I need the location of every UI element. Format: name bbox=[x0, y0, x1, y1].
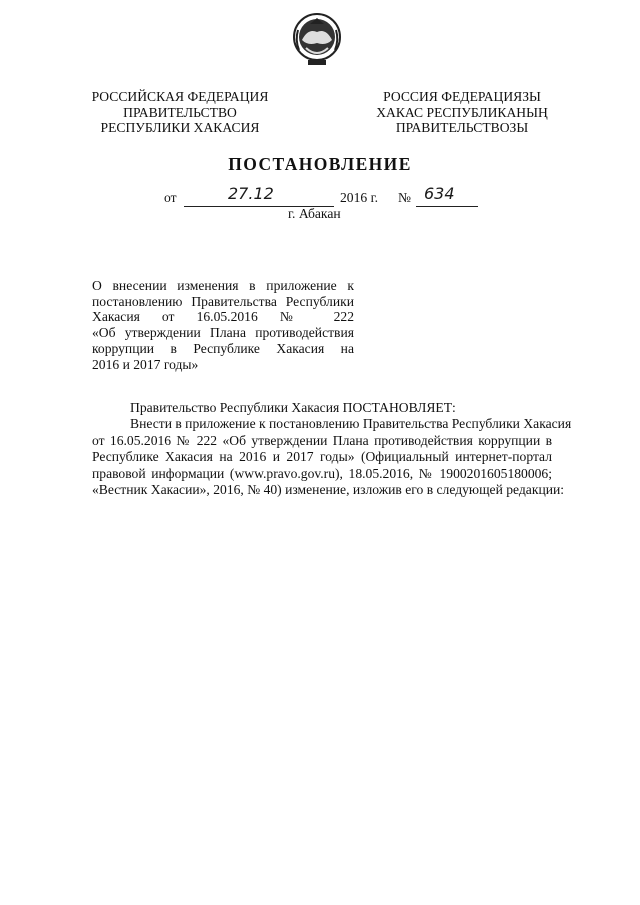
city-label: г. Абакан bbox=[288, 206, 341, 221]
subject-line: Хакасия от 16.05.2016 № 222 bbox=[92, 309, 354, 325]
body-line: правовой информации (www.pravo.gov.ru), 18.05.2016, № 1900201605180006; bbox=[92, 465, 552, 481]
body-line: «Вестник Хакасии», 2016, № 40) изменение, изложив его в следующей редакции: bbox=[92, 482, 565, 498]
number-underline bbox=[416, 206, 478, 207]
body-line: Правительство Республики Хакасия ПОСТАНОВЛЯЕТ: bbox=[130, 400, 456, 415]
header-left-line: РЕСПУБЛИКИ ХАКАСИЯ bbox=[100, 120, 260, 136]
header-right bbox=[376, 89, 548, 136]
subject-line: коррупции в Республике Хакасия на bbox=[92, 340, 354, 356]
body-line: Внести в приложение к постановлению Правительства Республики Хакасия bbox=[130, 416, 572, 432]
subject-line: «Об утверждении Плана противодействия bbox=[92, 325, 354, 341]
date-handwritten: 27.12 bbox=[228, 184, 274, 203]
header-left bbox=[88, 89, 272, 136]
subject-line: 2016 и 2017 годы» bbox=[92, 356, 199, 372]
subject-line: О внесении изменения в приложение к bbox=[92, 278, 354, 293]
year-label: 2016 г. bbox=[340, 190, 379, 205]
header-right-line: ПРАВИТЕЛЬСТВОЗЫ bbox=[395, 120, 529, 136]
subject-line: постановлению Правительства Республики bbox=[92, 293, 354, 309]
number-handwritten: 634 bbox=[424, 184, 455, 203]
coat-of-arms-icon bbox=[290, 10, 344, 68]
header-left-line: ПРАВИТЕЛЬСТВО bbox=[123, 104, 237, 120]
body-text bbox=[92, 400, 572, 498]
body-line: от 16.05.2016 № 222 «Об утверждении Плана противодействия коррупции в bbox=[92, 432, 552, 448]
subject-block bbox=[92, 278, 354, 372]
header-left-line: РОССИЙСКАЯ ФЕДЕРАЦИЯ bbox=[91, 89, 269, 104]
body-line: Республике Хакасия на 2016 и 2017 годы» (Официальный интернет-портал bbox=[92, 449, 552, 465]
header-right-line: РОССИЯ ФЕДЕРАЦИЯЗЫ bbox=[383, 89, 541, 104]
document-title: ПОСТАНОВЛЕНИЕ bbox=[228, 154, 412, 174]
header-right-line: ХАКАС РЕСПУБЛИКАНЫҢ bbox=[376, 104, 548, 120]
date-from-label: от bbox=[164, 190, 177, 205]
number-label: № bbox=[398, 190, 411, 205]
